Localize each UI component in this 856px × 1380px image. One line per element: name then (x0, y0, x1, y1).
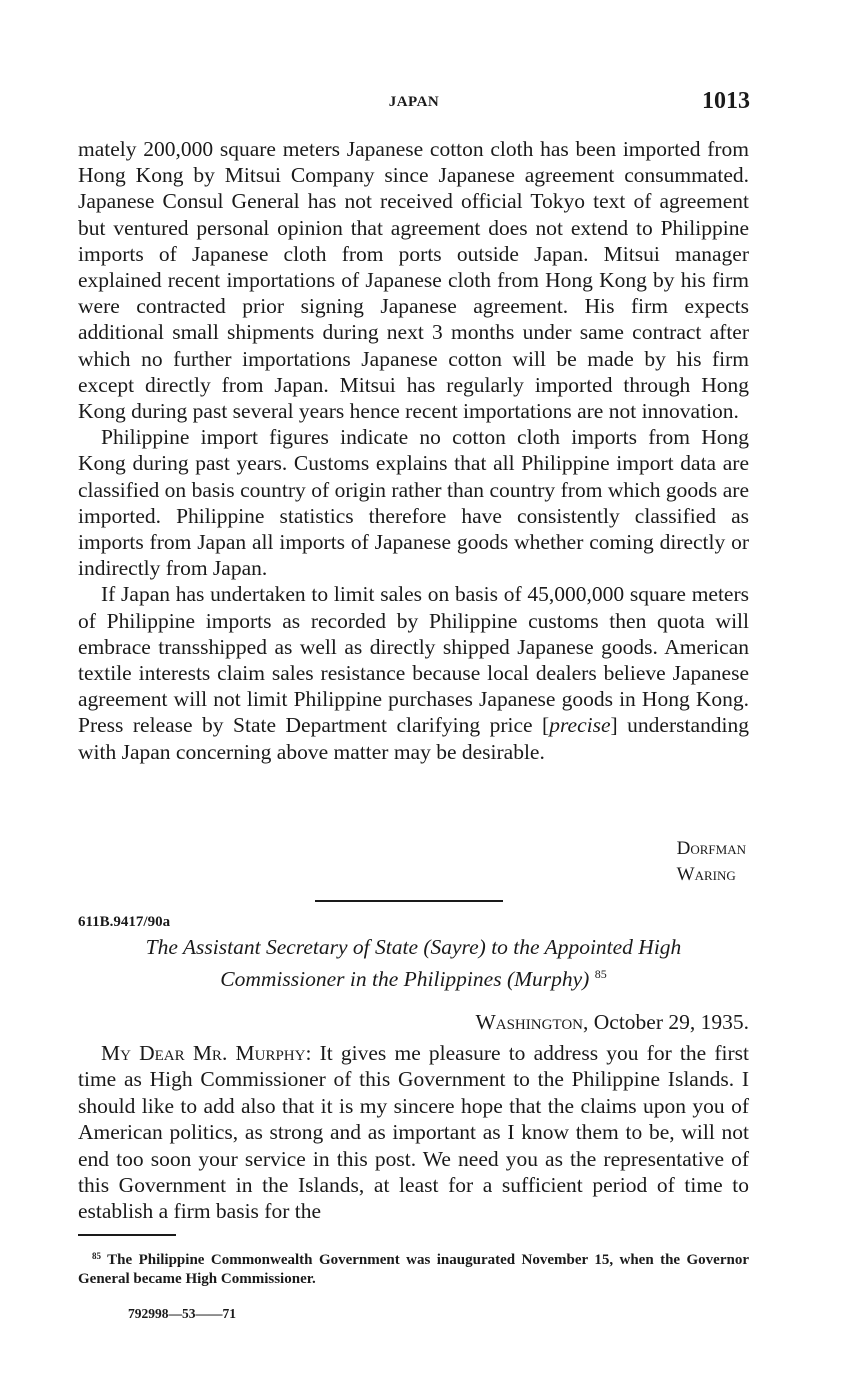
letter-text: It gives me pleasure to address you for the first time as High Commissioner of this Government to the Philippine Islands. I should like to add also that it is my sincere hope that the claims upon you of American politics, as strong and as important as I know them to be, will not end too soon your service in this post. We need you as the representative of this Government in the Islands, at least for a sufficient period of time to establish a firm basis for the (78, 1041, 749, 1224)
paragraph-1: mately 200,000 square meters Japanese cotton cloth has been imported from Hong Kong by Mitsui Company since Japanese agreement consummated. Japanese Consul General has not received official Tokyo text of agreement but ventured personal opinion that agreement does not extend to Philippine imports of Japanese cloth from ports outside Japan. Mitsui manager explained recent importations of Japanese cloth from Hong Kong by his firm were contracted prior signing Japanese agreement. His firm expects additional small shipments during next 3 months under same contract after which no further importations Japanese cotton will be made by his firm except directly from Japan. Mitsui has regularly imported through Hong Kong during past several years hence recent importations are not innovation. (78, 137, 749, 424)
running-title: JAPAN (388, 94, 440, 110)
dateline-date: October 29, 1935. (593, 1010, 749, 1034)
running-head (78, 88, 750, 118)
paragraph-3: If Japan has undertaken to limit sales on basis of 45,000,000 square meters of Philippine imports as recorded by Philippine customs then quota will embrace transshipped as well as directly shipped Japanese goods. American textile interests claim sales resistance because local dealers believe Japanese agreement will not limit Philippine purchases Japanese goods in Hong Kong. Press release by State Department clarifying price [precise] understanding with Japan concerning above matter may be desirable. (78, 582, 749, 764)
dateline: Washington, October 29, 1935. (475, 1010, 749, 1034)
section-divider (315, 900, 503, 902)
paragraph-2: Philippine import figures indicate no cotton cloth imports from Hong Kong during past years. Customs explains that all Philippine import data are classified on basis country of origin rather than country from which goods are imported. Philippine statistics therefore have consistently classified as imports from Japan all imports of Japanese goods whether coming directly or indirectly from Japan. (78, 425, 749, 581)
signatures (677, 836, 746, 888)
heading-line-2-text: Commissioner in the Philippines (Murphy) (220, 967, 590, 991)
footnote-marker: 85 (92, 1251, 101, 1261)
footnote (78, 1247, 749, 1289)
heading-line-1: The Assistant Secretary of State (Sayre) to the Appointed High (145, 935, 682, 959)
paragraph-3-text: If Japan has undertaken to limit sales on basis of 45,000,000 square meters of Philippine imports as recorded by Philippine customs then quota will embrace transshipped as well as directly shipped Japanese goods. American textile interests claim sales resistance because local dealers believe Japanese agreement will not limit Philippine purchases Japanese goods in Hong Kong. Press release by State Department clarifying price (78, 582, 749, 738)
paragraph-3-end: understanding with Japan concerning above matter may be desirable. (78, 713, 749, 764)
footnote-text: The Philippine Commonwealth Government was inaugurated November 15, when the Governor General became High Commissioner. (78, 1252, 749, 1287)
footnote-rule (78, 1234, 176, 1236)
page-number: 1013 (702, 88, 750, 114)
heading-line-2 (78, 961, 749, 993)
editorial-insertion: precise (549, 713, 611, 738)
letter-paragraph (78, 1040, 749, 1225)
document-heading (78, 934, 749, 993)
printer-imprint: 792998—53——71 (128, 1306, 236, 1321)
signature-waring: Waring (676, 864, 736, 885)
file-number: 611B.9417/90a (78, 914, 171, 930)
heading-footnote-ref: 85 (594, 967, 607, 981)
letter-body (78, 1040, 749, 1225)
dateline-place: Washington (475, 1010, 583, 1034)
signature-dorfman: Dorfman (676, 838, 746, 859)
body-text (78, 136, 749, 765)
salutation: My Dear Mr. Murphy: (101, 1041, 312, 1065)
